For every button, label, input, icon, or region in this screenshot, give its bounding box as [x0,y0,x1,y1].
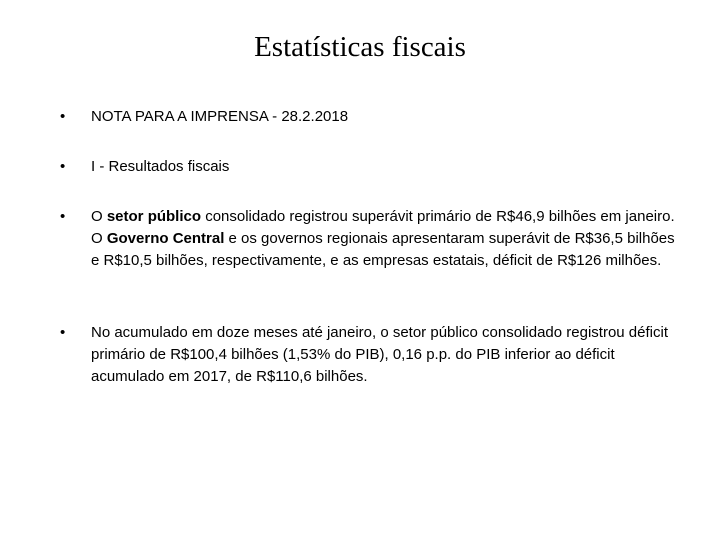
highlight-setor-publico: setor público [106,208,202,225]
text-segment: consolidado registrou superávit primário de R$46,9 bilhões em janeiro. O [91,208,675,247]
bullet-icon: • [60,158,66,175]
text-segment: O [91,208,107,225]
bullet-text: I - Resultados fiscais [91,158,230,175]
bullet-text: No acumulado em doze meses até janeiro, o setor público consolidado registrou déficit primário de R$100,4 bilhões (1,53% do PIB), 0,16 p.p. do PIB inferior ao déficit acumulado em 2017, de R$110,6 bilhões. [91,324,668,385]
bullet-icon: • [60,108,66,125]
bullet-text: NOTA PARA A IMPRENSA - 28.2.2018 [91,108,349,125]
bullet-icon: • [60,208,66,225]
bullet-text [91,206,676,272]
highlight-governo-central: Governo Central [106,230,225,247]
text-segment: e os governos regionais apresentaram superávit de R$36,5 bilhões e R$10,5 bilhões, respectivamente, e as empresas estatais, déficit de R$126 milhões. [91,230,675,269]
slide-title: Estatísticas fiscais [254,31,466,63]
bullet-icon: • [60,324,66,341]
